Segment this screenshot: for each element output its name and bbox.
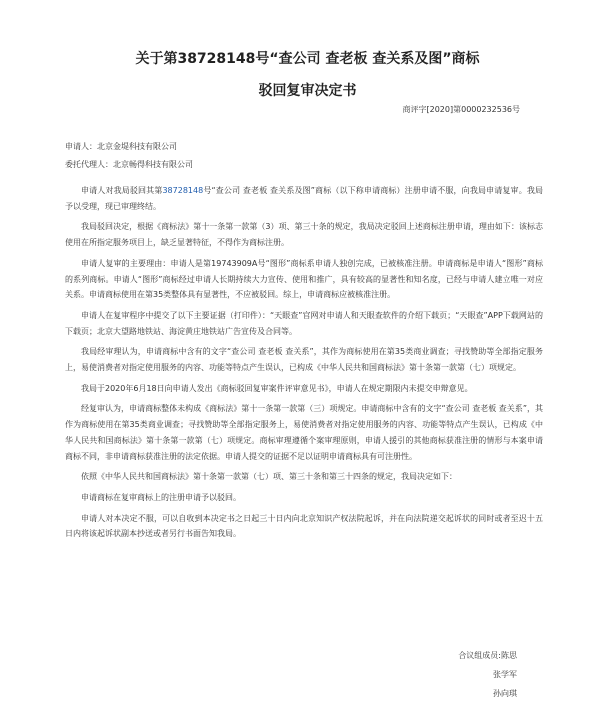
paragraph: 申请人在复审程序中提交了以下主要证据（打印件）：“天眼查”官网对申请人和天眼查软件的介绍下载页；“天眼查”APP下载网站的下载页；北京大望路地铁站、海淀黄庄地铁站广告宣传及合同等。 [65, 310, 543, 336]
paragraph: 我局于2020年6月18日向申请人发出《商标驳回复审案件评审意见书》，申请人在规定期限内未提交申辩意见。 [81, 383, 473, 393]
paragraph: 申请商标在复审商标上的注册申请予以驳回。 [81, 492, 241, 502]
paragraph: 申请人对我局驳回其第38728148号“查公司 查老板 查关系及图”商标（以下称申请商标）注册申请不服，向我局申请复审。我局予以受理，现已审理终结。 [65, 186, 544, 211]
paragraph: 我局经审理认为，申请商标中含有的文字“查公司 查老板 查关系”，其作为商标使用在第35类商业调查；寻找赞助等全部指定服务上，易使消费者对指定使用服务的内容、功能等特点产生误认，已构成《中华人民共和国商标法》第十条第一款第（七）项规定。 [65, 347, 543, 373]
applicant-line: 申请人：北京金堤科技有限公司 [65, 142, 177, 151]
paragraph: 经复审认为，申请商标整体未构成《商标法》第十一条第一款第（三）项规定。申请商标中含有的文字“查公司 查老板 查关系”，其作为商标使用在第35类商业调查；寻找赞助等全部指定服务上，易使消费者对指定使用服务的内容、功能等特点产生误认，已构成《中华人民共和国商标法》第十条第一款第（七）项规定。商标审理遵循个案审理原则，申请人援引的其他商标获准注册的情形与本案申请商标不同，非申请商标获准注册的法定依据。申请人提交的证据不足以证明申请商标具有可注册性。 [65, 404, 543, 461]
document-title-line-1: 关于第38728148号“查公司 查老板 查关系及图”商标 [135, 51, 480, 67]
document-title-line-2: 驳回复审决定书 [258, 83, 357, 99]
panel-member-2: 张学军 [493, 670, 517, 679]
panel-member-3: 孙向琪 [493, 689, 517, 698]
agent-line: 委托代理人：北京畅得科技有限公司 [65, 160, 193, 169]
decision-body [65, 183, 543, 547]
paragraph: 我局驳回决定，根据《商标法》第十一条第一款第（3）项、第三十条的规定，我局决定驳回上述商标注册申请，理由如下：该标志使用在所指定服务项目上，缺乏显著特征，不得作为商标注册。 [65, 222, 543, 248]
paragraph: 申请人对本决定不服，可以自收到本决定书之日起三十日内向北京知识产权法院起诉，并在向法院递交起诉状的同时或者至迟十五日内将该起诉状副本抄送或者另行书面告知我局。 [65, 513, 543, 539]
paragraph: 依照《中华人民共和国商标法》第十条第一款第（七）项、第三十条和第三十四条的规定，我局决定如下： [81, 472, 457, 482]
document-number: 商评字[2020]第0000232536号 [402, 105, 520, 114]
paragraph: 申请人复审的主要理由：申请人是第19743909A号“图形”商标系申请人独创完成，已被核准注册。申请商标是申请人“图形”商标的系列商标。申请人“图形”商标经过申请人长期持续大力宣传、使用和推广，具有较高的显著性和知名度，已经与申请人建立唯一对应关系。申请商标使用在第35类整体具有显著性，不应被驳回。综上，申请商标应被核准注册。 [65, 258, 543, 300]
panel-member-1: 合议组成员:陈思 [458, 651, 517, 660]
trademark-number: 38728148 [162, 186, 204, 195]
